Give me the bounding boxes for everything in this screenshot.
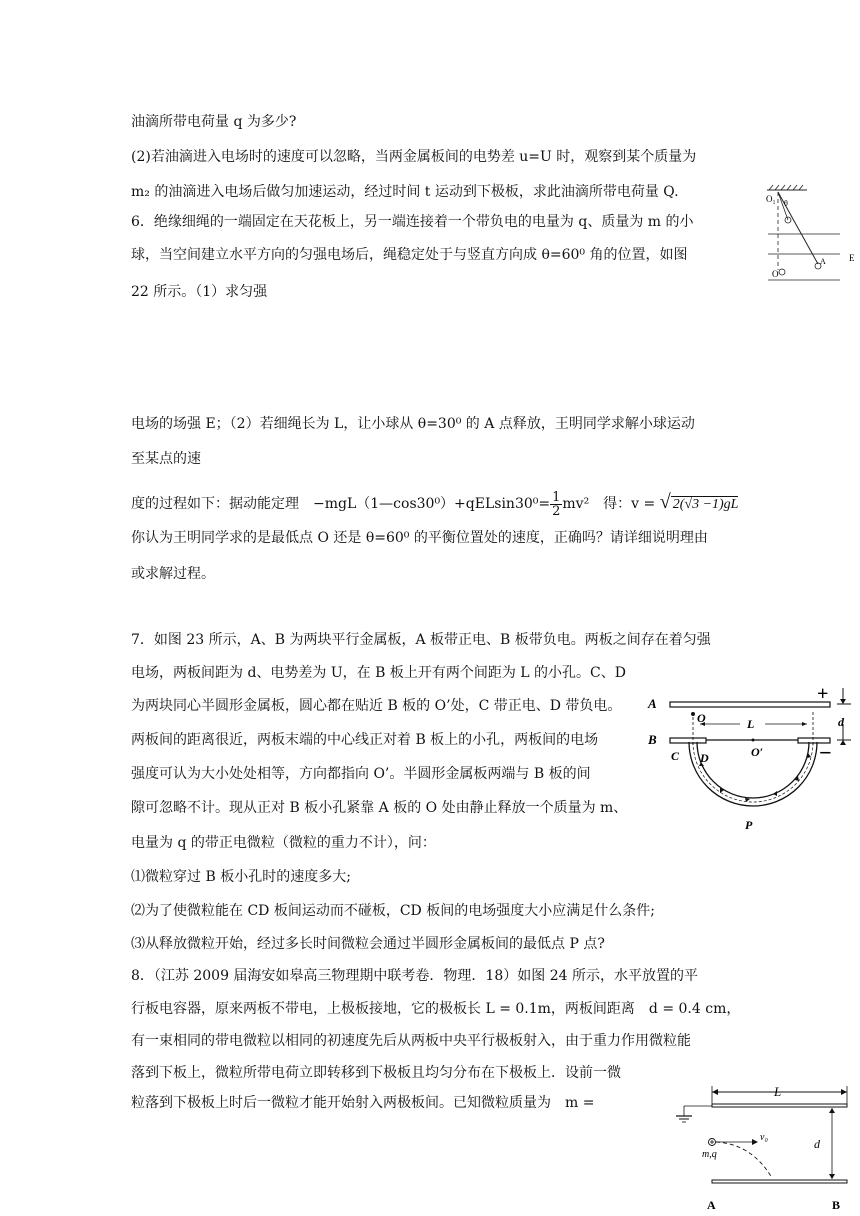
label-a: A (648, 696, 657, 711)
sqrt-content: 2(√3 −1)gL (672, 497, 739, 512)
text-line: 粒落到下极板上时后一微粒才能开始射入两极板间。已知微粒质量为 m = (131, 1095, 595, 1111)
label-b: B (648, 732, 657, 747)
label-v0: v₀ (760, 1132, 768, 1143)
figure-24 (672, 1082, 857, 1212)
label-e: E (849, 253, 855, 263)
text-line: 22 所示。（1）求匀强 (131, 284, 268, 300)
text-line: 为两块同心半圆形金属板，圆心都在贴近 B 板的 O’处，C 带正电、D 带负电。 (131, 698, 622, 714)
label-plus: + (817, 684, 829, 705)
fraction-numerator: 1 (552, 489, 561, 505)
text-line: ⑴微粒穿过 B 板小孔时的速度多大; (131, 869, 351, 885)
text-line: 两板间的距离很近，两板末端的中心线正对着 B 板上的小孔，两板间的电场 (131, 732, 599, 748)
text-line: 7．如图 23 所示，A、B 为两块平行金属板，A 板带正电、B 板带负电。两板之间存在着匀强 (131, 632, 711, 648)
label-d: d (838, 715, 844, 729)
label-minus: − (819, 740, 832, 765)
text-line: 隙可忽略不计。现从正对 B 板小孔紧靠 A 板的 O 处由静止释放一个质量为 m、 (131, 800, 628, 816)
label-dd: D (700, 751, 709, 765)
text-line: 球，当空间建立水平方向的匀强电场后，绳稳定处于与竖直方向成 θ=60⁰ 角的位置，如图 (131, 247, 688, 263)
text-line: 电场的场强 E；（2）若细绳长为 L，让小球从 θ=30⁰ 的 A 点释放，王明同学求解小球运动 (131, 416, 695, 432)
text-line: 落到下板上，微粒所带电荷立即转移到下极板且均匀分布在下极板上．设前一微 (131, 1065, 621, 1081)
text-line: 至某点的速 (131, 451, 201, 467)
sqrt-sign: √ (659, 491, 671, 513)
formula-text: 度的过程如下：据动能定理 −mgL（1—cos30⁰）+qELsin30⁰= (131, 496, 551, 512)
label-o1: O₁ (766, 194, 776, 204)
text-line: 油滴所带电荷量 q 为多少? (131, 114, 297, 130)
fraction (550, 491, 562, 518)
label-l: L (747, 717, 755, 731)
formula-line (131, 484, 738, 520)
figure-23 (645, 684, 855, 834)
figure-22 (762, 182, 860, 282)
text-line: ⑵为了使微粒能在 CD 板间运动而不碰板，CD 板间的电场强度大小应满足什么条件; (131, 903, 655, 919)
fraction-denominator: 2 (552, 503, 561, 519)
label-b: B (832, 1198, 841, 1212)
formula-text: mv² 得：v = (562, 496, 660, 512)
label-oprime: O′ (751, 745, 764, 759)
text-line: 或求解过程。 (131, 566, 215, 582)
text-line: 8．（江苏 2009 届海安如皋高三物理期中联考卷．物理．18）如图 24 所示，水平放置的平 (131, 968, 698, 984)
text-line: 电场，两板间距为 d、电势差为 U，在 B 板上开有两个间距为 L 的小孔。C、D (131, 665, 626, 681)
label-mq: m,q (702, 1149, 717, 1160)
label-theta: θ (784, 199, 788, 208)
text-line: ⑶从释放微粒开始，经过多长时间微粒会通过半圆形金属板间的最低点 P 点? (131, 936, 605, 952)
text-line: 有一束相同的带电微粒以相同的初速度先后从两板中央平行极板射入，由于重力作用微粒能 (131, 1033, 691, 1049)
label-c: C (671, 749, 680, 763)
label-o: O (697, 711, 706, 725)
label-p: P (745, 818, 753, 832)
text-line: m₂ 的油滴进入电场后做匀加速运动，经过时间 t 运动到下极板，求此油滴所带电荷量 Q. (131, 184, 679, 200)
text-line: 强度可认为大小处处相等，方向都指向 O’。半圆形金属板两端与 B 板的间 (131, 766, 591, 782)
text-line: 电量为 q 的带正电微粒（微粒的重力不计），问： (131, 835, 436, 851)
text-line: (2)若油滴进入电场时的速度可以忽略，当两金属板间的电势差 u=U 时，观察到某个质量为 (131, 149, 697, 165)
label-o: O (772, 269, 779, 279)
text-line: 你认为王明同学求的是最低点 O 还是 θ=60⁰ 的平衡位置处的速度，正确吗？请详细说明理由 (131, 530, 708, 546)
label-l: L (774, 1084, 782, 1099)
text-line: 行板电容器，原来两板不带电，上极板接地，它的极板长 L = 0.1m，两板间距离 d = 0.4 cm， (131, 1001, 741, 1017)
label-d: d (814, 1137, 820, 1151)
text-line: 6．绝缘细绳的一端固定在天花板上，另一端连接着一个带负电的电量为 q、质量为 m 的小 (131, 214, 694, 230)
label-a: A (707, 1198, 716, 1212)
label-a: A (820, 257, 826, 266)
